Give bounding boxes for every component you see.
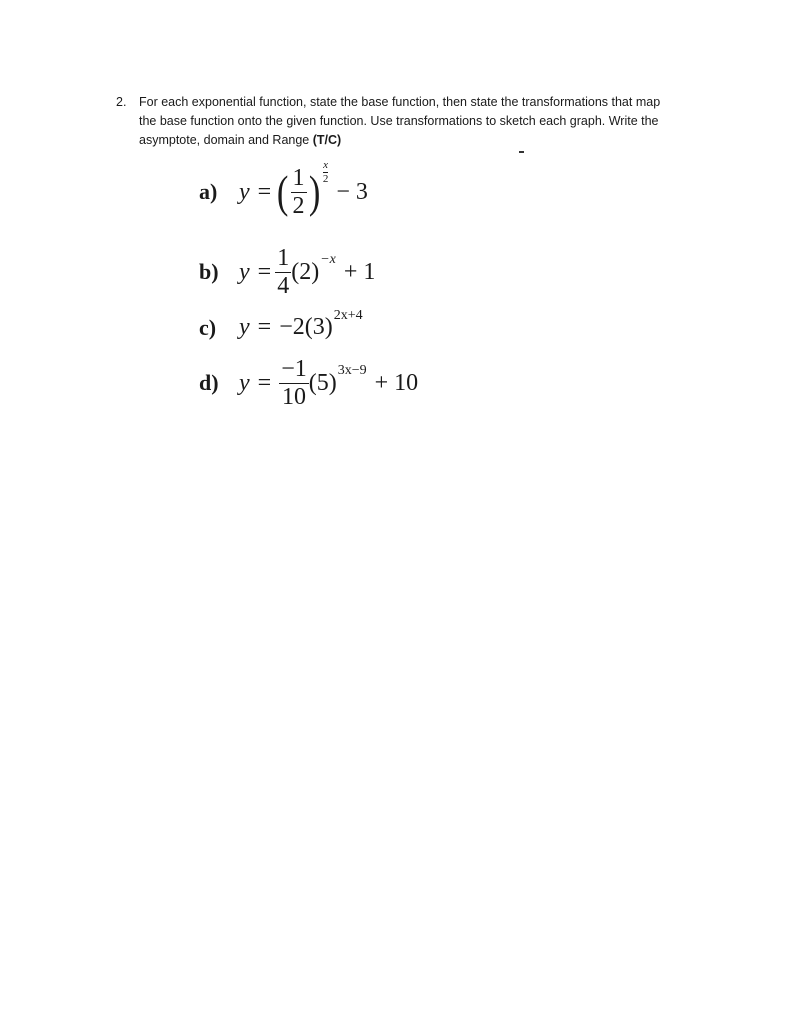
exponent-denominator: 2 [322,172,329,185]
equation-c-exponent [334,308,363,324]
question-line-2: the base function onto the given function. Use transformations to sketch each graph. Write the [139,114,659,128]
fraction-numerator: 1 [277,245,290,271]
equation-c-body: −2(3) [279,314,333,340]
fraction-denominator: 4 [277,273,290,300]
equation-c-lhs: y [239,314,250,340]
equation-a [199,158,368,220]
fraction-numerator: −1 [281,356,307,382]
right-paren: ) [308,166,320,218]
equation-a-label: a) [199,179,218,205]
equation-d-lhs: y [239,369,250,396]
equation-b-label: b) [199,259,219,285]
question-text [139,93,716,150]
equation-a-fraction [291,166,307,218]
exponent-text: −x [320,252,336,268]
left-paren: ( [277,166,289,218]
equation-b-fraction [275,246,291,298]
equation-b [199,246,375,298]
equation-b-exponent [320,252,336,268]
equation-a-equals: = [257,178,272,205]
equation-b-tail: + 1 [343,258,376,285]
fraction-numerator: 1 [292,165,305,191]
exponent-text: 2x+4 [333,307,363,323]
equation-d-fraction [279,357,309,409]
equation-d-base: (5) [308,369,337,396]
equation-b-equals: = [257,258,272,285]
question-number: 2. [116,95,127,109]
question-line-3 [139,131,716,150]
equation-a-tail: − 3 [336,178,368,205]
fraction-denominator: 10 [281,384,306,411]
question-tag: (T/C) [312,133,342,147]
question-line-1: For each exponential function, state the base function, then state the transformations that map [139,95,661,109]
question-2 [116,93,716,150]
exponent-numerator: x [323,158,329,171]
equation-a-lhs: y [239,178,250,205]
equation-c [199,307,363,341]
equation-d-exponent [338,363,367,379]
equation-b-base: (2) [291,258,320,285]
equation-c-label: c) [199,314,217,340]
equation-d-label: d) [199,370,219,396]
equation-d-equals: = [257,369,272,396]
equation-c-equals: = [257,314,272,340]
question-line-3-text: asymptote, domain and Range [139,133,313,147]
equation-d [199,357,418,409]
exponent-text: 3x−9 [337,363,367,379]
equation-d-tail: + 10 [374,369,419,396]
stray-mark [519,151,524,153]
equation-b-lhs: y [239,258,250,285]
fraction-denominator: 2 [292,193,305,220]
equation-a-exponent [323,160,329,185]
